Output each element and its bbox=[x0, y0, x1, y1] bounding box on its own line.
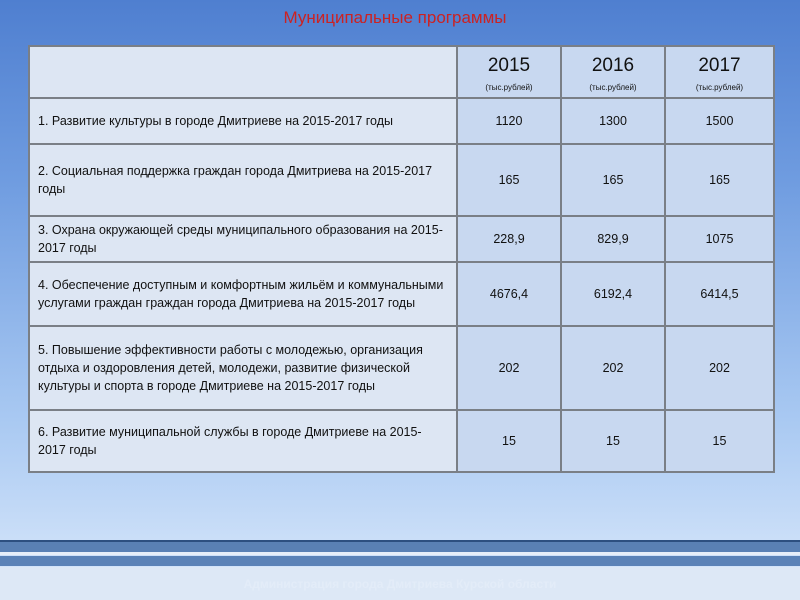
program-name: 6. Развитие муниципальной службы в городе Дмитриеве на 2015-2017 годы bbox=[29, 410, 457, 472]
value-2016: 6192,4 bbox=[561, 262, 665, 326]
value-2017: 1500 bbox=[665, 98, 774, 144]
value-2016: 15 bbox=[561, 410, 665, 472]
table-row bbox=[29, 262, 774, 326]
value-2017: 1075 bbox=[665, 216, 774, 262]
table-row bbox=[29, 98, 774, 144]
header-empty-cell bbox=[29, 46, 457, 98]
programs-table bbox=[28, 45, 775, 473]
program-name: 4. Обеспечение доступным и комфортным жильём и коммунальными услугами граждан граждан города Дмитриева на 2015-2017 годы bbox=[29, 262, 457, 326]
value-2016: 829,9 bbox=[561, 216, 665, 262]
footer-band-divider bbox=[0, 552, 800, 555]
header-year: 2016 bbox=[591, 54, 635, 76]
header-year: 2015 bbox=[487, 54, 531, 76]
table-row bbox=[29, 410, 774, 472]
program-name: 2. Социальная поддержка граждан города Дмитриева на 2015-2017 годы bbox=[29, 144, 457, 216]
table-header-row bbox=[29, 46, 774, 98]
value-2016: 165 bbox=[561, 144, 665, 216]
table-row bbox=[29, 216, 774, 262]
value-2015: 1120 bbox=[457, 98, 561, 144]
program-name: 5. Повышение эффективности работы с молодежью, организация отдыха и оздоровления детей, молодежи, развитие физической культуры и спорта в городе Дмитриеве на 2015-2017 годы bbox=[29, 326, 457, 410]
value-2015: 165 bbox=[457, 144, 561, 216]
footer-caption: Администрация города Дмитриева Курской области bbox=[243, 577, 557, 591]
page-title: Муниципальные программы bbox=[283, 8, 507, 27]
footer-band-top bbox=[0, 540, 800, 552]
header-2017 bbox=[665, 46, 774, 98]
program-name: 3. Охрана окружающей среды муниципального образования на 2015-2017 годы bbox=[29, 216, 457, 262]
header-2016 bbox=[561, 46, 665, 98]
value-2015: 15 bbox=[457, 410, 561, 472]
value-2017: 6414,5 bbox=[665, 262, 774, 326]
value-2015: 228,9 bbox=[457, 216, 561, 262]
header-2015 bbox=[457, 46, 561, 98]
value-2016: 202 bbox=[561, 326, 665, 410]
header-unit: (тыс.рублей) bbox=[695, 82, 744, 92]
value-2017: 165 bbox=[665, 144, 774, 216]
table-row bbox=[29, 144, 774, 216]
header-unit: (тыс.рублей) bbox=[589, 82, 637, 92]
value-2016: 1300 bbox=[561, 98, 665, 144]
value-2015: 202 bbox=[457, 326, 561, 410]
header-year: 2017 bbox=[698, 54, 741, 76]
footer-band-middle bbox=[0, 556, 800, 566]
value-2017: 202 bbox=[665, 326, 774, 410]
value-2017: 15 bbox=[665, 410, 774, 472]
table-row bbox=[29, 326, 774, 410]
header-unit: (тыс.рублей) bbox=[485, 82, 533, 92]
program-name: 1. Развитие культуры в городе Дмитриеве на 2015-2017 годы bbox=[29, 98, 457, 144]
value-2015: 4676,4 bbox=[457, 262, 561, 326]
